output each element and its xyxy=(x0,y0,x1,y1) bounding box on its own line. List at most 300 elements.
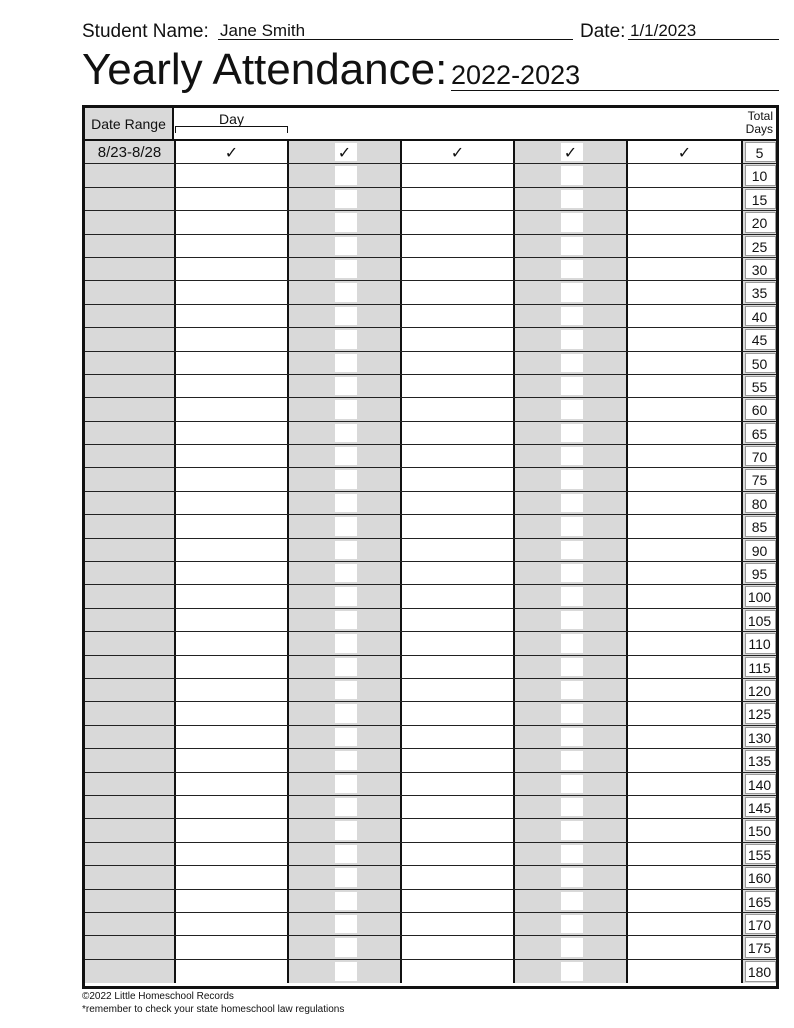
day-cell-2[interactable] xyxy=(289,819,402,841)
day-cell-3[interactable] xyxy=(402,773,515,795)
check-box xyxy=(561,821,583,839)
day-cell-2[interactable] xyxy=(289,281,402,303)
day-cell-4[interactable] xyxy=(515,539,628,561)
day-cell-5[interactable] xyxy=(628,305,743,327)
date-range-cell[interactable] xyxy=(85,726,176,748)
check-box xyxy=(335,587,357,605)
day-cell-1[interactable] xyxy=(176,936,289,958)
date-range-cell[interactable] xyxy=(85,305,176,327)
day-cell-1[interactable] xyxy=(176,890,289,912)
date-range-cell[interactable] xyxy=(85,890,176,912)
check-box xyxy=(335,915,357,933)
day-cell-3[interactable] xyxy=(402,749,515,771)
day-cell-5[interactable] xyxy=(628,936,743,958)
day-cell-5[interactable] xyxy=(628,281,743,303)
date-range-cell[interactable] xyxy=(85,679,176,701)
date-range-cell[interactable] xyxy=(85,749,176,771)
day-cell-1[interactable] xyxy=(176,585,289,607)
date-range-cell[interactable] xyxy=(85,843,176,865)
day-cell-5[interactable] xyxy=(628,843,743,865)
day-cell-3[interactable] xyxy=(402,515,515,537)
total-days-value: 145 xyxy=(747,799,772,816)
day-cell-4[interactable] xyxy=(515,656,628,678)
table-row xyxy=(85,305,776,328)
day-cell-2[interactable] xyxy=(289,960,402,983)
day-cell-4[interactable] xyxy=(515,515,628,537)
date-range-cell[interactable] xyxy=(85,375,176,397)
total-days-cell xyxy=(743,913,776,935)
check-box xyxy=(335,400,357,418)
day-cell-4[interactable] xyxy=(515,679,628,701)
day-cell-1[interactable] xyxy=(176,422,289,444)
date-range-cell[interactable] xyxy=(85,492,176,514)
check-box xyxy=(335,541,357,559)
day-cell-3[interactable] xyxy=(402,281,515,303)
table-row xyxy=(85,468,776,491)
date-field[interactable]: 1/1/2023 xyxy=(628,21,779,40)
day-cell-1[interactable] xyxy=(176,819,289,841)
table-row xyxy=(85,749,776,772)
day-cell-3[interactable] xyxy=(402,632,515,654)
day-cell-3[interactable] xyxy=(402,562,515,584)
day-cell-4[interactable] xyxy=(515,819,628,841)
total-days-value: 85 xyxy=(751,519,768,536)
day-cell-4[interactable] xyxy=(515,468,628,490)
day-cell-5[interactable] xyxy=(628,141,743,163)
total-days-cell xyxy=(743,281,776,303)
day-cell-3[interactable] xyxy=(402,445,515,467)
day-cell-2[interactable] xyxy=(289,656,402,678)
date-range-cell[interactable] xyxy=(85,539,176,561)
total-days-cell xyxy=(743,305,776,327)
date-range-cell[interactable] xyxy=(85,773,176,795)
day-cell-3[interactable] xyxy=(402,422,515,444)
table-row xyxy=(85,726,776,749)
day-cell-4[interactable] xyxy=(515,773,628,795)
day-cell-3[interactable] xyxy=(402,352,515,374)
day-cell-4[interactable] xyxy=(515,562,628,584)
day-cell-3[interactable] xyxy=(402,398,515,420)
check-box xyxy=(561,892,583,910)
day-cell-3[interactable] xyxy=(402,492,515,514)
total-days-value: 15 xyxy=(751,191,768,208)
day-cell-4[interactable] xyxy=(515,492,628,514)
day-cell-5[interactable] xyxy=(628,562,743,584)
day-cell-1[interactable] xyxy=(176,281,289,303)
day-cell-5[interactable] xyxy=(628,515,743,537)
page-title: Yearly Attendance: xyxy=(82,45,448,94)
day-cell-2[interactable] xyxy=(289,632,402,654)
day-cell-4[interactable] xyxy=(515,258,628,280)
date-range-cell[interactable] xyxy=(85,960,176,983)
day-cell-1[interactable] xyxy=(176,211,289,233)
total-days-header xyxy=(740,108,776,139)
check-box xyxy=(335,868,357,886)
day-cell-4[interactable] xyxy=(515,609,628,631)
day-cell-1[interactable] xyxy=(176,702,289,724)
day-cell-5[interactable] xyxy=(628,211,743,233)
total-days-value: 130 xyxy=(747,729,772,746)
date-range-cell[interactable] xyxy=(85,936,176,958)
day-cell-3[interactable] xyxy=(402,890,515,912)
day-cell-1[interactable] xyxy=(176,656,289,678)
day-cell-1[interactable] xyxy=(176,141,289,163)
day-cell-5[interactable] xyxy=(628,468,743,490)
day-cell-1[interactable] xyxy=(176,375,289,397)
date-range-cell[interactable] xyxy=(85,468,176,490)
day-cell-3[interactable] xyxy=(402,375,515,397)
day-cell-3[interactable] xyxy=(402,164,515,186)
table-row xyxy=(85,562,776,585)
day-cell-2[interactable] xyxy=(289,141,402,163)
total-days-cell xyxy=(743,375,776,397)
day-cell-4[interactable] xyxy=(515,913,628,935)
title-row xyxy=(82,46,779,94)
day-cell-5[interactable] xyxy=(628,749,743,771)
day-bracket xyxy=(175,126,288,133)
day-cell-1[interactable] xyxy=(176,164,289,186)
check-box xyxy=(561,330,583,348)
total-days-value: 180 xyxy=(747,963,772,980)
day-cell-3[interactable] xyxy=(402,328,515,350)
day-cell-2[interactable] xyxy=(289,585,402,607)
check-box xyxy=(561,377,583,395)
day-cell-1[interactable] xyxy=(176,445,289,467)
day-cell-2[interactable] xyxy=(289,562,402,584)
day-cell-1[interactable] xyxy=(176,539,289,561)
date-range-cell[interactable] xyxy=(85,188,176,210)
day-cell-2[interactable] xyxy=(289,445,402,467)
total-days-cell xyxy=(743,328,776,350)
table-row xyxy=(85,890,776,913)
table-row xyxy=(85,656,776,679)
day-cell-4[interactable] xyxy=(515,585,628,607)
day-cell-5[interactable] xyxy=(628,164,743,186)
day-cell-5[interactable] xyxy=(628,375,743,397)
date-range-cell[interactable] xyxy=(85,398,176,420)
day-cell-3[interactable] xyxy=(402,936,515,958)
day-cell-4[interactable] xyxy=(515,235,628,257)
day-cell-2[interactable] xyxy=(289,328,402,350)
day-cell-1[interactable] xyxy=(176,352,289,374)
total-days-cell xyxy=(743,258,776,280)
check-box xyxy=(561,728,583,746)
day-cell-1[interactable] xyxy=(176,305,289,327)
day-cell-4[interactable] xyxy=(515,398,628,420)
day-cell-5[interactable] xyxy=(628,796,743,818)
check-box xyxy=(561,704,583,722)
regulation-note: *remember to check your state homeschool law regulations xyxy=(82,1004,345,1015)
check-box xyxy=(561,400,583,418)
day-cell-5[interactable] xyxy=(628,866,743,888)
day-cell-2[interactable] xyxy=(289,398,402,420)
copyright-text: ©2022 Little Homeschool Records xyxy=(82,991,234,1002)
day-cell-4[interactable] xyxy=(515,726,628,748)
day-cell-2[interactable] xyxy=(289,843,402,865)
day-cell-4[interactable] xyxy=(515,890,628,912)
day-cell-3[interactable] xyxy=(402,843,515,865)
date-range-cell[interactable] xyxy=(85,164,176,186)
day-cell-3[interactable] xyxy=(402,468,515,490)
day-cell-1[interactable] xyxy=(176,913,289,935)
total-days-value: 165 xyxy=(747,893,772,910)
day-cell-3[interactable] xyxy=(402,141,515,163)
day-cell-3[interactable] xyxy=(402,258,515,280)
check-box xyxy=(335,377,357,395)
day-cell-5[interactable] xyxy=(628,632,743,654)
day-cell-1[interactable] xyxy=(176,960,289,983)
date-range-cell[interactable] xyxy=(85,656,176,678)
day-cell-3[interactable] xyxy=(402,539,515,561)
total-header-line-1: Total xyxy=(747,109,773,123)
day-cell-3[interactable] xyxy=(402,211,515,233)
day-cell-2[interactable] xyxy=(289,188,402,210)
day-cell-5[interactable] xyxy=(628,913,743,935)
day-cell-5[interactable] xyxy=(628,819,743,841)
total-days-cell xyxy=(743,585,776,607)
check-box xyxy=(561,798,583,816)
total-days-cell xyxy=(743,562,776,584)
day-cell-2[interactable] xyxy=(289,702,402,724)
check-box xyxy=(335,704,357,722)
day-cell-3[interactable] xyxy=(402,702,515,724)
check-box xyxy=(335,821,357,839)
day-cell-5[interactable] xyxy=(628,656,743,678)
day-cell-2[interactable] xyxy=(289,890,402,912)
day-cell-2[interactable] xyxy=(289,679,402,701)
day-cell-2[interactable] xyxy=(289,726,402,748)
attendance-table xyxy=(82,105,779,989)
date-range-cell[interactable] xyxy=(85,281,176,303)
day-cell-1[interactable] xyxy=(176,492,289,514)
student-name-field[interactable]: Jane Smith xyxy=(218,21,573,40)
day-cell-4[interactable] xyxy=(515,375,628,397)
day-cell-2[interactable] xyxy=(289,609,402,631)
day-cell-2[interactable] xyxy=(289,468,402,490)
day-cell-3[interactable] xyxy=(402,656,515,678)
day-cell-3[interactable] xyxy=(402,188,515,210)
date-range-cell[interactable] xyxy=(85,352,176,374)
total-days-cell xyxy=(743,235,776,257)
day-cell-3[interactable] xyxy=(402,913,515,935)
day-cell-5[interactable] xyxy=(628,702,743,724)
date-range-cell[interactable] xyxy=(85,866,176,888)
day-cell-2[interactable] xyxy=(289,422,402,444)
day-cell-3[interactable] xyxy=(402,726,515,748)
day-cell-3[interactable] xyxy=(402,819,515,841)
day-cell-5[interactable] xyxy=(628,352,743,374)
day-cell-1[interactable] xyxy=(176,235,289,257)
day-cell-1[interactable] xyxy=(176,515,289,537)
day-cell-1[interactable] xyxy=(176,749,289,771)
total-days-cell xyxy=(743,749,776,771)
check-box xyxy=(561,307,583,325)
day-cell-4[interactable] xyxy=(515,796,628,818)
day-cell-5[interactable] xyxy=(628,258,743,280)
day-cell-1[interactable] xyxy=(176,866,289,888)
date-range-cell[interactable] xyxy=(85,422,176,444)
total-days-value: 110 xyxy=(748,636,771,653)
day-cell-5[interactable] xyxy=(628,539,743,561)
day-cell-5[interactable] xyxy=(628,328,743,350)
day-cell-4[interactable] xyxy=(515,188,628,210)
school-year-field[interactable]: 2022-2023 xyxy=(451,60,779,91)
day-cell-3[interactable] xyxy=(402,305,515,327)
day-cell-4[interactable] xyxy=(515,866,628,888)
date-range-cell[interactable] xyxy=(85,515,176,537)
day-cell-1[interactable] xyxy=(176,258,289,280)
day-cell-4[interactable] xyxy=(515,352,628,374)
day-cell-1[interactable] xyxy=(176,562,289,584)
day-cell-5[interactable] xyxy=(628,890,743,912)
day-cell-5[interactable] xyxy=(628,445,743,467)
date-range-cell[interactable] xyxy=(85,702,176,724)
day-cell-3[interactable] xyxy=(402,796,515,818)
day-cell-5[interactable] xyxy=(628,609,743,631)
day-cell-4[interactable] xyxy=(515,749,628,771)
day-cell-2[interactable] xyxy=(289,492,402,514)
day-cell-4[interactable] xyxy=(515,328,628,350)
date-range-cell[interactable] xyxy=(85,819,176,841)
date-range-cell[interactable] xyxy=(85,913,176,935)
total-days-cell xyxy=(743,422,776,444)
table-row xyxy=(85,702,776,725)
day-cell-2[interactable] xyxy=(289,749,402,771)
day-cell-1[interactable] xyxy=(176,632,289,654)
day-cell-3[interactable] xyxy=(402,585,515,607)
day-cell-4[interactable] xyxy=(515,281,628,303)
total-days-value: 125 xyxy=(747,706,772,723)
day-cell-2[interactable] xyxy=(289,913,402,935)
day-cell-1[interactable] xyxy=(176,843,289,865)
day-cell-4[interactable] xyxy=(515,422,628,444)
day-cell-3[interactable] xyxy=(402,679,515,701)
total-days-value: 140 xyxy=(747,776,772,793)
date-range-cell[interactable]: 8/23-8/28 xyxy=(85,141,176,163)
day-cell-2[interactable] xyxy=(289,164,402,186)
day-cell-4[interactable] xyxy=(515,141,628,163)
day-cell-2[interactable] xyxy=(289,305,402,327)
day-cell-1[interactable] xyxy=(176,726,289,748)
check-box xyxy=(561,751,583,769)
day-cell-5[interactable] xyxy=(628,585,743,607)
check-box xyxy=(561,237,583,255)
total-days-value: 90 xyxy=(751,542,768,559)
day-cell-2[interactable] xyxy=(289,539,402,561)
total-days-value: 155 xyxy=(747,846,772,863)
day-cell-5[interactable] xyxy=(628,726,743,748)
day-cell-5[interactable] xyxy=(628,773,743,795)
day-cell-2[interactable] xyxy=(289,773,402,795)
total-days-value: 70 xyxy=(751,449,768,466)
day-cell-4[interactable] xyxy=(515,211,628,233)
day-cell-4[interactable] xyxy=(515,164,628,186)
day-cell-5[interactable] xyxy=(628,398,743,420)
day-cell-1[interactable] xyxy=(176,609,289,631)
check-box xyxy=(335,751,357,769)
date-range-cell[interactable] xyxy=(85,632,176,654)
check-box xyxy=(561,938,583,956)
day-cell-2[interactable] xyxy=(289,211,402,233)
day-cell-5[interactable] xyxy=(628,960,743,983)
day-cell-5[interactable] xyxy=(628,492,743,514)
day-cell-4[interactable] xyxy=(515,632,628,654)
check-box xyxy=(561,424,583,442)
check-box xyxy=(335,237,357,255)
table-row xyxy=(85,141,776,164)
check-box xyxy=(561,260,583,278)
day-cell-2[interactable] xyxy=(289,515,402,537)
footer xyxy=(82,990,682,1016)
table-row xyxy=(85,866,776,889)
day-cell-1[interactable] xyxy=(176,328,289,350)
day-cell-4[interactable] xyxy=(515,960,628,983)
day-cell-1[interactable] xyxy=(176,398,289,420)
day-cell-5[interactable] xyxy=(628,188,743,210)
check-box xyxy=(335,634,357,652)
total-days-cell xyxy=(743,679,776,701)
total-days-cell xyxy=(743,398,776,420)
date-range-cell[interactable] xyxy=(85,609,176,631)
date-range-cell[interactable] xyxy=(85,235,176,257)
date-range-cell[interactable] xyxy=(85,445,176,467)
day-cell-3[interactable] xyxy=(402,960,515,983)
table-header xyxy=(85,108,776,141)
day-cell-4[interactable] xyxy=(515,702,628,724)
day-cell-5[interactable] xyxy=(628,679,743,701)
day-cell-1[interactable] xyxy=(176,796,289,818)
day-cell-2[interactable] xyxy=(289,258,402,280)
day-cell-1[interactable] xyxy=(176,188,289,210)
day-cell-1[interactable] xyxy=(176,773,289,795)
day-cell-3[interactable] xyxy=(402,235,515,257)
day-cell-2[interactable] xyxy=(289,235,402,257)
table-row xyxy=(85,281,776,304)
day-cell-2[interactable] xyxy=(289,866,402,888)
date-range-cell[interactable] xyxy=(85,258,176,280)
total-days-cell xyxy=(743,515,776,537)
day-cell-4[interactable] xyxy=(515,843,628,865)
day-cell-3[interactable] xyxy=(402,866,515,888)
table-row xyxy=(85,328,776,351)
check-box xyxy=(561,962,583,981)
table-body xyxy=(85,141,776,983)
day-cell-2[interactable] xyxy=(289,936,402,958)
table-row xyxy=(85,235,776,258)
table-row xyxy=(85,773,776,796)
day-cell-2[interactable] xyxy=(289,352,402,374)
day-cell-2[interactable] xyxy=(289,375,402,397)
check-box xyxy=(561,775,583,793)
date-label: Date: xyxy=(580,21,626,42)
date-range-cell[interactable] xyxy=(85,328,176,350)
table-row xyxy=(85,445,776,468)
day-cell-1[interactable] xyxy=(176,468,289,490)
day-cell-5[interactable] xyxy=(628,235,743,257)
date-range-cell[interactable] xyxy=(85,562,176,584)
date-range-cell[interactable] xyxy=(85,796,176,818)
total-days-value: 30 xyxy=(751,261,768,278)
day-cell-4[interactable] xyxy=(515,445,628,467)
day-cell-4[interactable] xyxy=(515,305,628,327)
day-cell-4[interactable] xyxy=(515,936,628,958)
date-range-cell[interactable] xyxy=(85,211,176,233)
day-cell-2[interactable] xyxy=(289,796,402,818)
day-cell-1[interactable] xyxy=(176,679,289,701)
day-cell-5[interactable] xyxy=(628,422,743,444)
day-cell-3[interactable] xyxy=(402,609,515,631)
date-range-cell[interactable] xyxy=(85,585,176,607)
